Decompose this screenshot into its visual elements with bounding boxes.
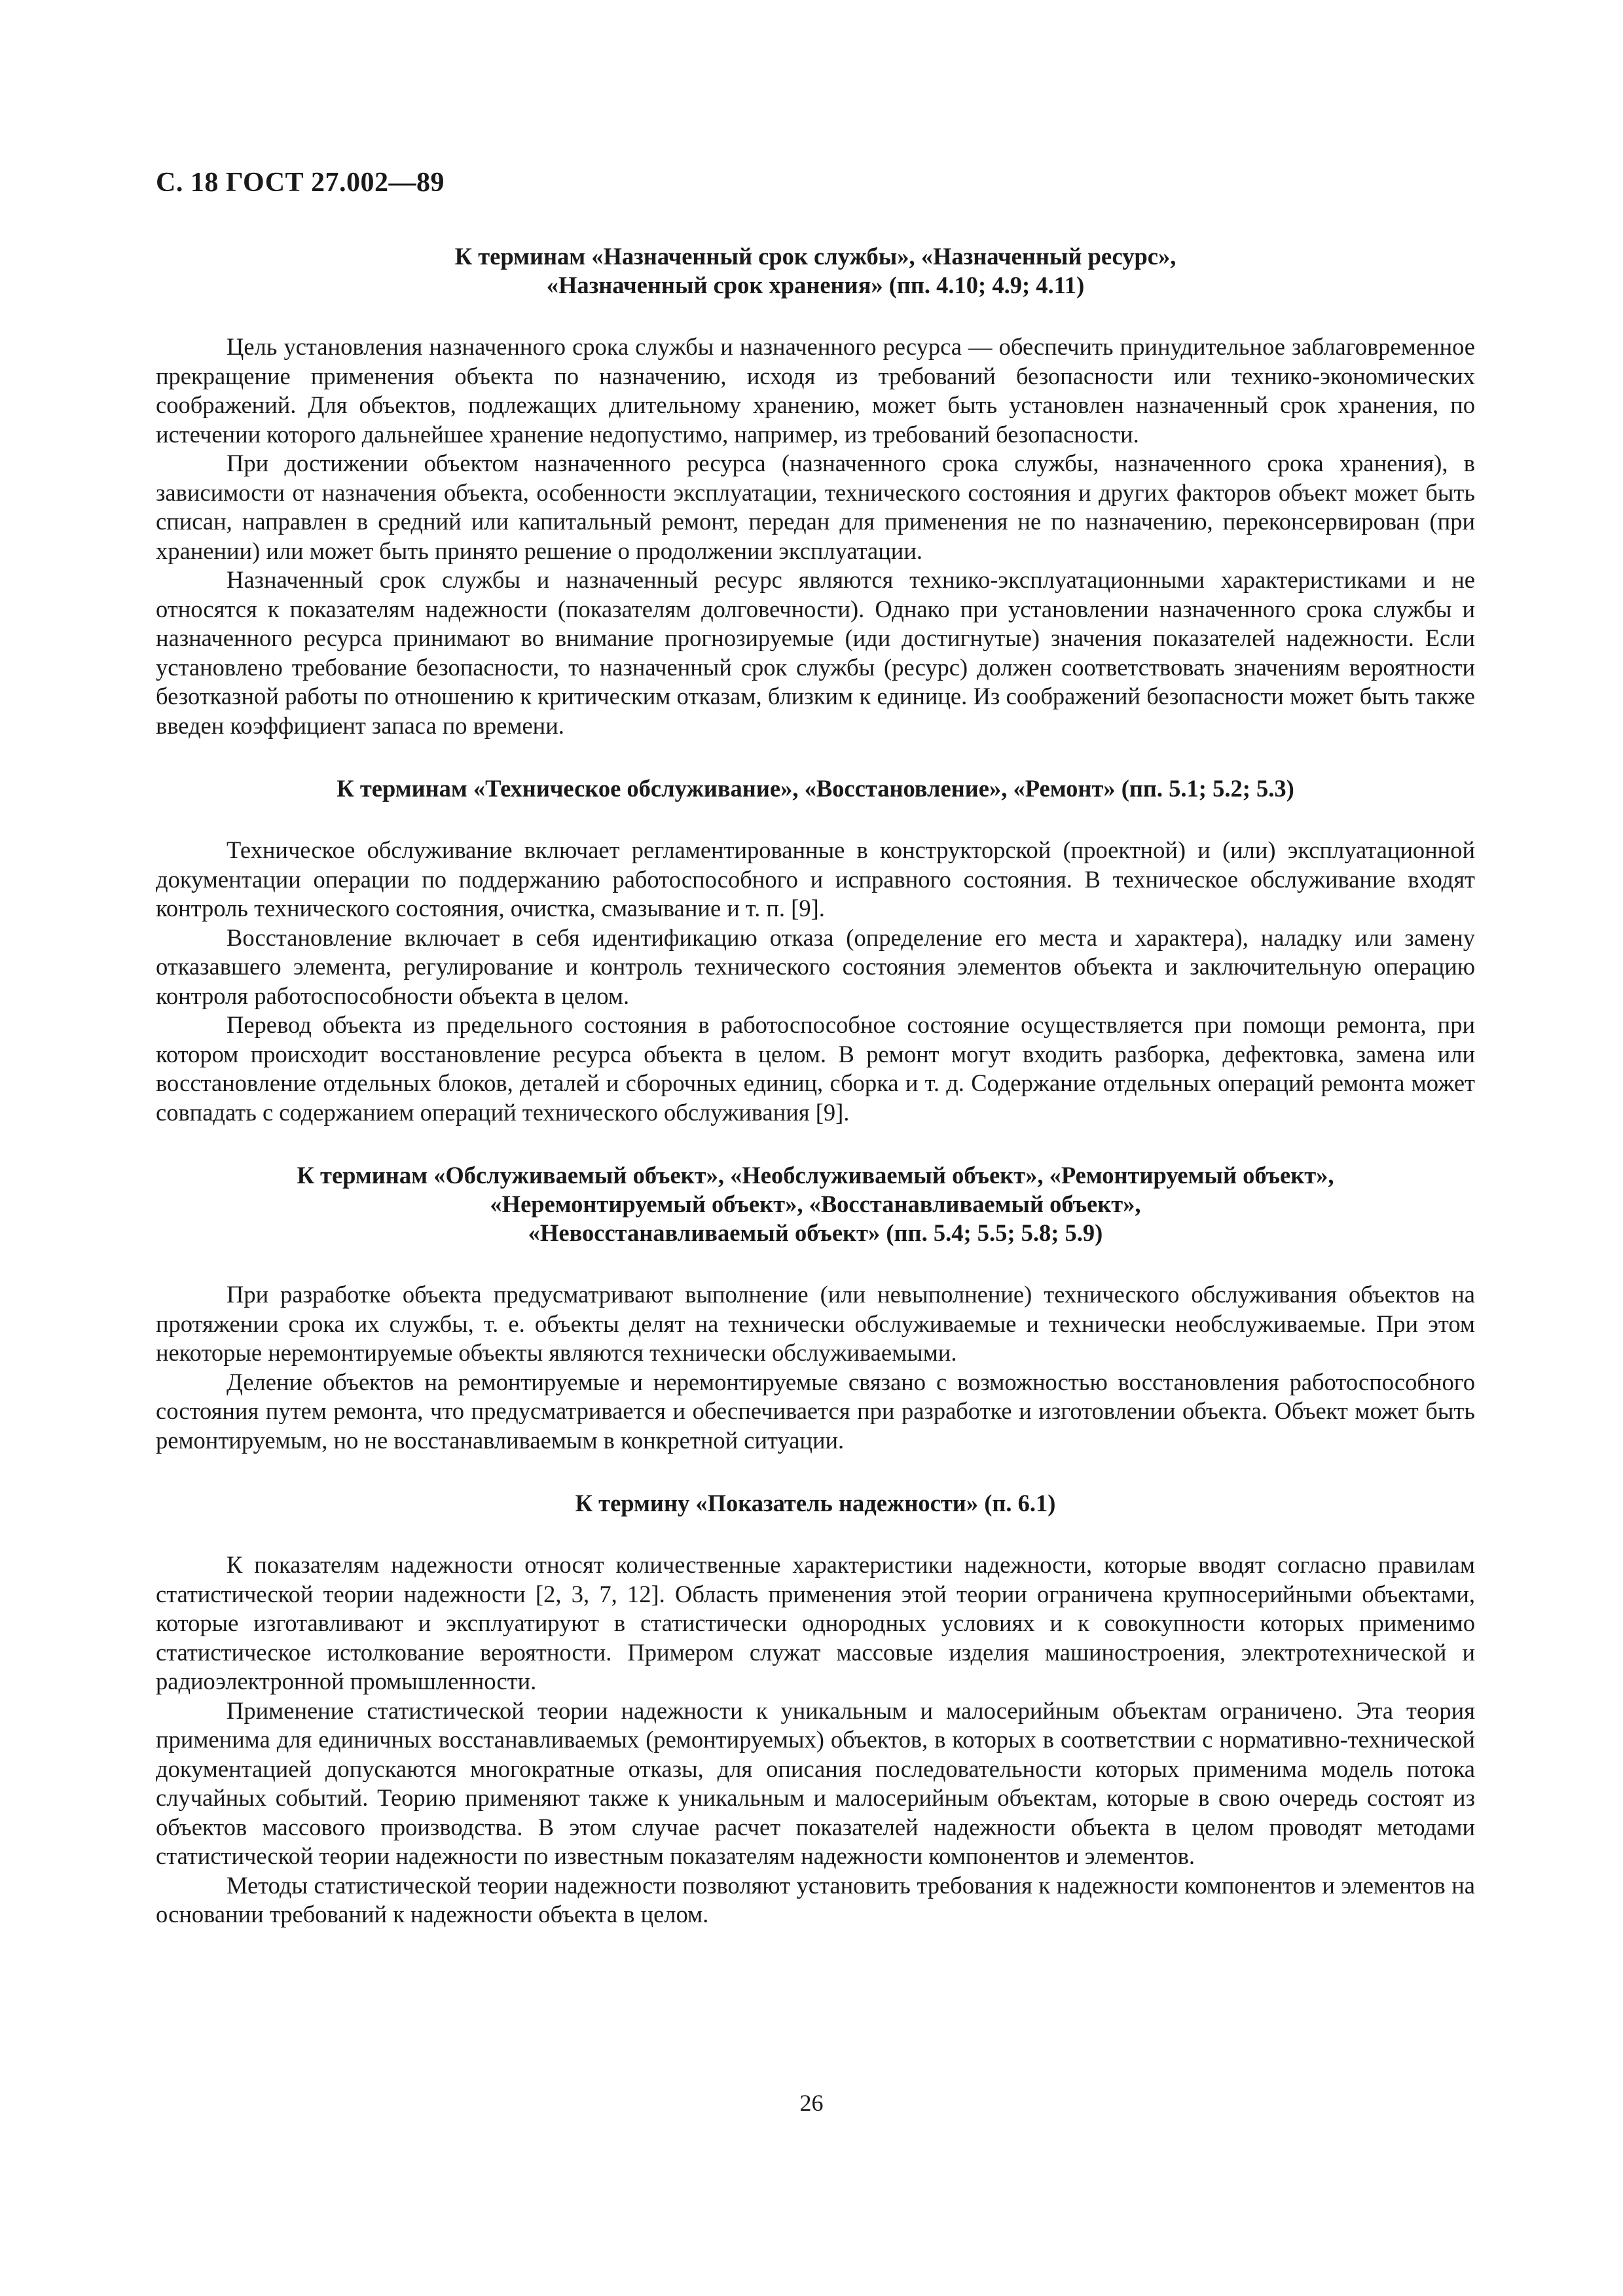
paragraph: Перевод объекта из предельного состояния в работоспособное состояние осуществляется при помощи ремонта, при котором происходит восстановление ресурса объекта в целом. В ремонт могут входить разборка, дефектовка, замена или восстановление отдельных блоков, деталей и сборочных единиц, сборка и т. д. Содержание отдельных операций ремонта может совпадать с содержанием операций технического обслуживания [9].	[156, 1011, 1475, 1126]
section-heading-line: «Назначенный срок хранения» (пп. 4.10; 4.9; 4.11)	[546, 272, 1085, 298]
section-heading-line: К терминам «Обслуживаемый объект», «Необслуживаемый объект», «Ремонтируемый объект»,	[297, 1162, 1334, 1189]
section-heading-line: К термину «Показатель надежности» (п. 6.1)	[575, 1490, 1056, 1516]
paragraph: Техническое обслуживание включает регламентированные в конструкторской (проектной) и (или) эксплуатационной документации операции по поддержанию работоспособного и исправного состояния. В техническое обслуживание входят контроль технического состояния, очистка, смазывание и т. п. [9].	[156, 836, 1475, 922]
paragraph: Восстановление включает в себя идентификацию отказа (определение его места и характера), наладку или замену отказавшего элемента, регулирование и контроль технического состояния элементов объекта и заключительную операцию контроля работоспособности объекта в целом.	[156, 924, 1475, 1009]
section-heading-line: К терминам «Назначенный срок службы», «Назначенный ресурс»,	[454, 243, 1176, 270]
section-heading-line: «Неремонтируемый объект», «Восстанавливаемый объект»,	[490, 1191, 1141, 1217]
section-heading	[156, 1489, 1475, 1518]
section-heading	[156, 1161, 1475, 1247]
page-header: С. 18 ГОСТ 27.002—89	[156, 168, 445, 198]
section-assigned-service-life	[156, 242, 1475, 740]
paragraph: При разработке объекта предусматривают выполнение (или невыполнение) технического обслуживания объектов на протяжении срока их службы, т. е. объекты делят на технически обслуживаемые и технически необслуживаемые. При этом некоторые неремонтируемые объекты являются технически обслуживаемыми.	[156, 1281, 1475, 1366]
section-heading	[156, 774, 1475, 803]
paragraph: Назначенный срок службы и назначенный ресурс являются технико-эксплуатационными характеристиками и не относятся к показателям надежности (показателям долговечности). Однако при установлении назначенного срока службы и назначенного ресурса принимают во внимание прогнозируемые (иди достигнутые) значения показателей надежности. Если установлено требование безопасности, то назначенный срок службы (ресурс) должен соответствовать значениям вероятности безотказной работы по отношению к критическим отказам, близким к единице. Из соображений безопасности может быть также введен коэффициент запаса по времени.	[156, 566, 1475, 739]
paragraph: Методы статистической теории надежности позволяют установить требования к надежности компонентов и элементов на основании требований к надежности объекта в целом.	[156, 1871, 1475, 1928]
paragraph: Применение статистической теории надежности к уникальным и малосерийным объектам ограничено. Эта теория применима для единичных восстанавливаемых (ремонтируемых) объектов, в которых в соответствии с нормативно-технической документацией допускаются многократные отказы, для описания последовательности которых применима модель потока случайных событий. Теорию применяют также к уникальным и малосерийным объектам, которые в свою очередь состоят из объектов массового производства. В этом случае расчет показателей надежности объекта в целом проводят методами статистической теории надежности по известным показателям надежности компонентов и элементов.	[156, 1696, 1475, 1869]
page-number: 26	[799, 2090, 824, 2116]
section-reliability-indicator	[156, 1489, 1475, 1929]
section-heading-line: «Невосстанавливаемый объект» (пп. 5.4; 5.5; 5.8; 5.9)	[528, 1219, 1103, 1246]
section-maintenance-repair	[156, 774, 1475, 1127]
document-body	[156, 242, 1475, 1964]
section-heading	[156, 242, 1475, 300]
paragraph: При достижении объектом назначенного ресурса (назначенного срока службы, назначенного срока хранения), в зависимости от назначения объекта, особенности эксплуатации, технического состояния и других факторов объект может быть списан, направлен в средний или капитальный ремонт, передан для применения не по назначению, переконсервирован (при хранении) или может быть принято решение о продолжении эксплуатации.	[156, 450, 1475, 564]
section-heading-line: К терминам «Техническое обслуживание», «Восстановление», «Ремонт» (пп. 5.1; 5.2; 5.3)	[337, 775, 1294, 802]
paragraph: Цель установления назначенного срока службы и назначенного ресурса — обеспечить принудительное заблаговременное прекращение применения объекта по назначению, исходя из требований безопасности или технико-экономических соображений. Для объектов, подлежащих длительному хранению, может быть установлен назначенный срок хранения, по истечении которого дальнейшее хранение недопустимо, например, из требований безопасности.	[156, 333, 1475, 448]
section-serviced-objects	[156, 1161, 1475, 1455]
paragraph: Деление объектов на ремонтируемые и неремонтируемые связано с возможностью восстановления работоспособного состояния путем ремонта, что предусматривается и обеспечивается при разработке и изготовлении объекта. Объект может быть ремонтируемым, но не восстанавливаемым в конкретной ситуации.	[156, 1368, 1475, 1454]
paragraph: К показателям надежности относят количественные характеристики надежности, которые вводят согласно правилам статистической теории надежности [2, 3, 7, 12]. Область применения этой теории ограничена крупносерийными объектами, которые изготавливают и эксплуатируют в статистически однородных условиях и к совокупности которых применимо статистическое истолкование вероятности. Примером служат массовые изделия машиностроения, электротехнической и радиоэлектронной промышленности.	[156, 1551, 1475, 1695]
